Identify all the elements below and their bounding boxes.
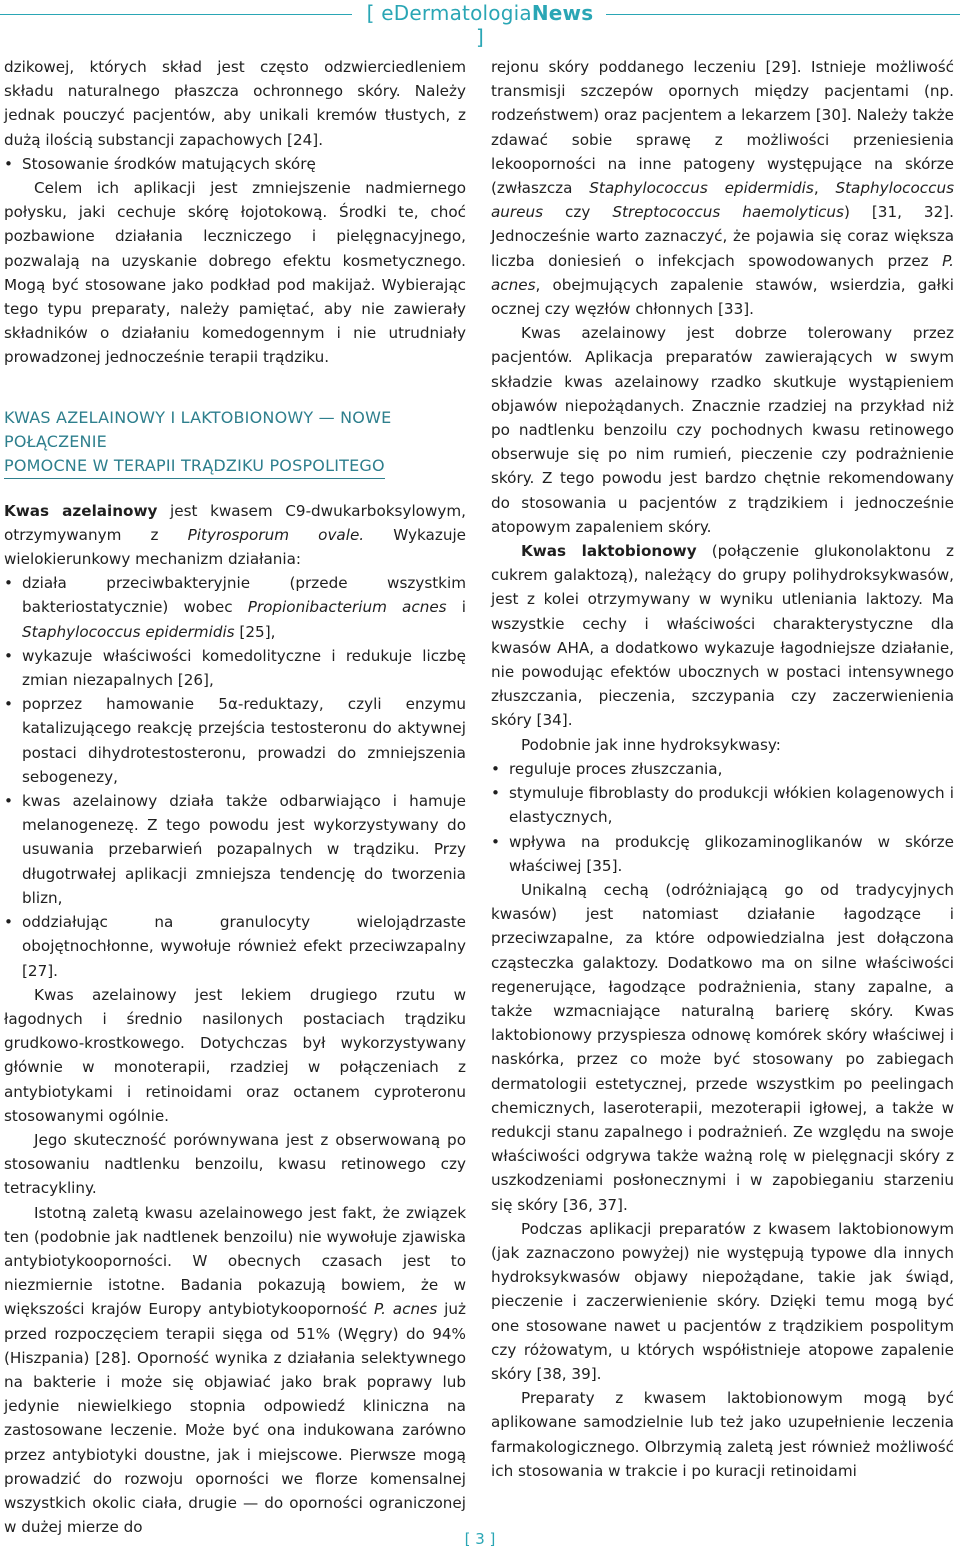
list-item xyxy=(4,571,466,644)
section-heading xyxy=(4,406,466,479)
list-item: • poprzez hamowanie 5α-reduktazy, czyli enzymu katalizującego reakcję przejścia testosteronu do aktywnej postaci dihydrotestosteronu, prowadzi do zmniejszenia sebogenezy, xyxy=(4,692,466,789)
paragraph-hydroxy-intro: Podobnie jak inne hydroksykwasy: xyxy=(521,735,781,754)
list-item: • stymuluje fibroblasty do produkcji włókien kolagenowych i elastycznych, xyxy=(491,781,954,829)
paragraph-transmission xyxy=(491,55,954,321)
paragraph-second-line: Kwas azelainowy jest lekiem drugiego rzutu w łagodnych i średnio nasilonych postaciach trądziku grudkowo-krostkowego. Dotychczas był wykorzystywany głównie w monoterapii, rzadziej w połączeniach z antybiotykami i retinoidami oraz octanem cyproteronu stosowanymi ogólnie. xyxy=(4,985,466,1125)
journal-title xyxy=(360,1,600,49)
text-span: już przed rozpoczęciem terapii sięga od 51% (Węgry) do 94% (Hiszpania) [28]. Oporność wynika z działania selektywnego na bakterie i może się objawiać jako brak poprawy lub jedynie niewielkiego stopnia odpowiedź kliniczna na zastosowane leczenie. Może być ona indukowana zarówno przez antybiotyki doustne, jak i miejscowe. Pierwsze mogą prowadzić do rozwoju oporności we florze komensalnej wszystkich okolic ciała, drugie — do oporności ograniczonej w dużej mierze do xyxy=(4,1300,466,1537)
list-item: • reguluje proces złuszczania, xyxy=(491,757,954,781)
text-span: , obejmujących zapalenie stawów, wsierdzia, gałki ocznej czy węzłów chłonnych [33]. xyxy=(491,275,954,319)
list-item: • wpływa na produkcję glikozaminoglikanów w skórze właściwej [35]. xyxy=(491,830,954,878)
section-heading-line-1: KWAS AZELAINOWY I LAKTOBIONOWY — NOWE POŁĄCZENIE xyxy=(4,407,392,451)
paragraph-cosmetics: dzikowej, których skład jest często odzwierciedleniem składu naturalnego płaszcza ochronnego skóry. Należy jednak pouczyć pacjentów, aby unikali kremów tłustych, z dużą ilością substancji zapachowych [24]. xyxy=(4,58,466,149)
text-span: jest kwasem C9-dwukarboksylowym, otrzymywanym z xyxy=(4,501,466,544)
species-name: P. acnes xyxy=(491,251,954,294)
azelaic-mechanisms-list xyxy=(4,571,466,982)
species-name: P. acnes xyxy=(374,1300,438,1319)
paragraph-preparations: Preparaty z kwasem laktobionowym mogą być aplikowane samodzielnie lub też jako uzupełnienie leczenia farmakologicznego. Olbrzymią zaletą jest również możliwość ich stosowania w trakcie i po kuracji retinoidami xyxy=(491,1389,954,1480)
section-heading-line-2: POMOCNE W TERAPII TRĄDZIKU POSPOLITEGO xyxy=(4,454,385,479)
term-lactobionic-acid: Kwas laktobionowy xyxy=(521,542,697,561)
text-span: ) [31, 32]. Jednocześnie warto zaznaczyć, że pojawia się coraz większa liczba doniesień o infekcjach spowodowanych przez xyxy=(491,203,954,270)
species-name: Staphylococcus epidermidis xyxy=(22,622,235,641)
title-brand-news: News xyxy=(531,1,594,25)
paragraph-matting: Celem ich aplikacji jest zmniejszenie nadmiernego połysku, jaki cechuje skórę łojotokową. Środki te, choć pozbawione działania leczniczego i pielęgnacyjnego, pozwalają na uzyskanie dobrego efektu kosmetycznego. Mogą być stosowane jako podkład pod makijaż. Wybierając tego typu preparaty, należy pamiętać, aby nie zawierały składników o działaniu komedogennym i nie utrudniały prowadzonej jednocześnie terapii trądziku. xyxy=(4,179,466,367)
right-column xyxy=(491,55,954,1483)
page-number: [ 3 ] xyxy=(464,1530,496,1548)
page-header xyxy=(0,0,960,49)
species-name: Pityrosporum ovale. xyxy=(187,525,365,544)
paragraph-lactobionic-intro xyxy=(491,539,954,733)
text-span: i xyxy=(446,598,466,617)
text-span: [25], xyxy=(234,622,276,641)
species-name: Streptococcus haemolyticus xyxy=(612,203,844,222)
text-span: czy xyxy=(543,203,613,222)
text-span: Istotną zaletą kwasu azelainowego jest fakt, że związek ten (podobnie jak nadtlenek benzoilu) nie wywołuje zjawiska antybiotykooporności. W obecnych czasach jest to niezmiernie istotne. Badania pokazują bowiem, że w większości krajów Europy antybiotykooporność xyxy=(4,1203,466,1319)
title-bracket-close: ] xyxy=(475,25,484,49)
title-bracket-open: [ xyxy=(366,1,375,25)
bullet-matting-title: • Stosowanie środków matujących skórę xyxy=(4,152,466,176)
list-item: • kwas azelainowy działa także odbarwiająco i hamuje melanogenezę. Z tego powodu jest wykorzystywany do usuwania przebarwień pozapalnych w trądziku. Przy długotrwałej aplikacji zmniejsza tendencję do tworzenia blizn, xyxy=(4,789,466,910)
text-span: Wykazuje wielokierunkowy mechanizm działania: xyxy=(4,525,467,569)
lactobionic-properties-list xyxy=(491,757,954,878)
text-span: , xyxy=(813,179,836,198)
text-span: (połączenie glukonolaktonu z cukrem galaktozą), należący do grupy polihydroksykwasów, jest z kolei otrzymywany w wyniku utleniania laktozy. Ma wszystkie cechy i właściwości charakterystyczne dla kwasów AHA, a dodatkowo wykazuje łagodniejsze działanie, nie powodując efektów ubocznych w postaci intensywnego złuszczania, pieczenia, szczypania czy zaczerwienienia skóry [34]. xyxy=(491,542,954,730)
left-column xyxy=(4,55,466,1539)
paragraph-unique-feature: Unikalną cechą (odróżniającą go od tradycyjnych kwasów) jest natomiast działanie łagodzące i przeciwzapalne, za które odpowiedzialna jest dołączona cząsteczka galaktozy. Dodatkowo ma on silne właściwości regenerujące, łagodzące podrażnienia, stany zapalne, a także wzmacniające naturalną barierę skóry. Kwas laktobionowy przyspiesza odnowę komórek skóry właściwej i naskórka, przez co może być stosowany po zabiegach dermatologii estetycznej, przede wszystkim po peelingach chemicznych, laseroterapii, mezoterapii igłowej, a także w redukcji stanu zapalnego i podrażnień. Ze względu na swoje właściwości odgrywa także ważną rolę w pielęgnacji skóry z uszkodzeniami posłonecznymi i w zapobieganiu starzeniu się skóry [36, 37]. xyxy=(491,880,954,1214)
matting-list xyxy=(4,152,466,176)
list-item: • oddziałując na granulocyty wielojądrzaste obojętnochłonne, wywołuje również efekt przeciwzapalny [27]. xyxy=(4,910,466,983)
paragraph-azelaic-intro xyxy=(4,499,466,572)
species-name: Staphylococcus epidermidis xyxy=(589,179,814,198)
term-azelaic-acid: Kwas azelainowy xyxy=(4,501,158,520)
text-span: rejonu skóry poddanego leczeniu [29]. Istnieje możliwość transmisji szczepów opornych między pacjentami (np. rodzeństwem) oraz pacjentem a lekarzem [30]. Należy także zdawać sobie sprawę z możliwości przeniesienia lekooporności na inne patogeny występujące na skórze (zwłaszcza xyxy=(491,58,954,198)
text-span: działa przeciwbakteryjnie (przede wszystkim bakteriostatycznie) wobec xyxy=(22,574,466,617)
header-rule-left xyxy=(0,14,352,15)
header-rule-right xyxy=(606,14,960,15)
species-name: Staphylococcus aureus xyxy=(491,179,954,222)
paragraph-efficacy: Jego skuteczność porównywana jest z obserwowaną po stosowaniu nadtlenku benzoilu, kwasu retinowego czy tetracykliny. xyxy=(4,1130,466,1198)
paragraph-resistance xyxy=(4,1201,466,1540)
list-item: • wykazuje właściwości komedolityczne i redukuje liczbę zmian niezapalnych [26], xyxy=(4,644,466,692)
species-name: Propionibacterium acnes xyxy=(247,598,447,617)
title-brand-part: eDermatologia xyxy=(381,1,532,25)
paragraph-tolerance: Kwas azelainowy jest dobrze tolerowany przez pacjentów. Aplikacja preparatów zawierających w swym składzie kwas azelainowy rzadko skutkuje wystąpieniem objawów niepożądanych. Znacznie rzadziej na przykład niż po nadtlenku benzoilu czy pochodnych kwasu retinowego obserwuje się po nim rumień, pieczenie czy podrażnienie skóry. Z tego powodu jest bardzo chętnie rekomendowany do stosowania u pacjentów z trądzikiem i jednocześnie atopowym zapaleniem skóry. xyxy=(491,324,954,536)
paragraph-application: Podczas aplikacji preparatów z kwasem laktobionowym (jak zaznaczono powyżej) nie występują typowe dla innych hydroksykwasów objawy niepożądane, takie jak świąd, pieczenie i zaczerwienienie skóry. Dzięki temu mogą być one stosowane nawet u pacjentów z trądzikiem pospolitym czy różowatym, u których współistnieje atopowe zapalenie skóry [38, 39]. xyxy=(491,1219,954,1383)
